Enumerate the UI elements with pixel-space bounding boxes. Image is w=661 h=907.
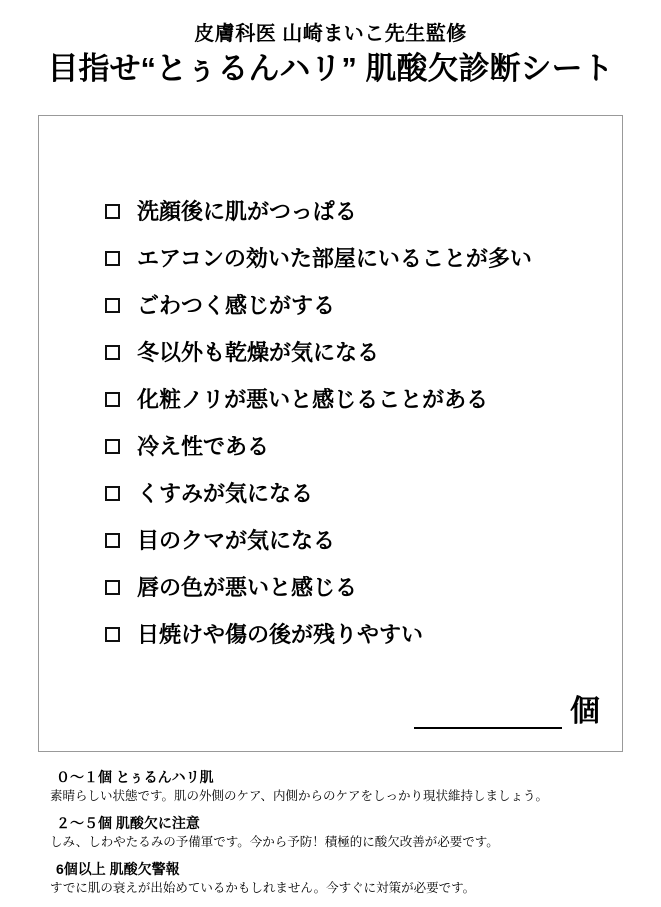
list-item-label: 冬以外も乾燥が気になる (137, 339, 380, 365)
checkbox-icon[interactable] (105, 533, 120, 548)
list-item[interactable] (105, 329, 622, 376)
sheet-header (0, 0, 661, 89)
list-item[interactable] (105, 517, 622, 564)
total-count-input[interactable] (414, 693, 562, 729)
total-count-unit: 個 (570, 695, 600, 728)
list-item[interactable] (105, 235, 622, 282)
list-item-label: 目のクマが気になる (137, 527, 336, 553)
list-item-label: 日焼けや傷の後が残りやすい (137, 621, 424, 647)
checkbox-icon[interactable] (105, 627, 120, 642)
result-heading: 6個以上 肌酸欠警報 (56, 861, 180, 878)
list-item[interactable] (105, 188, 622, 235)
list-item-label: くすみが気になる (137, 480, 314, 506)
list-item-label: エアコンの効いた部屋にいることが多い (137, 245, 532, 271)
result-heading: ２〜５個 肌酸欠に注意 (56, 815, 200, 832)
checkbox-icon[interactable] (105, 204, 120, 219)
list-item-label: 唇の色が悪いと感じる (137, 574, 358, 600)
result-heading: ０〜１個 とぅるんハリ肌 (56, 769, 214, 785)
checkbox-icon[interactable] (105, 298, 120, 313)
result-block (48, 768, 628, 805)
total-count-row (414, 693, 600, 729)
checklist-panel (38, 115, 623, 752)
result-body: 素晴らしい状態です。肌の外側のケア、内側からのケアをしっかり現状維持しましょう。 (50, 789, 549, 804)
list-item[interactable] (105, 282, 622, 329)
supervisor-credit: 皮膚科医 山崎まいこ先生監修 (194, 23, 467, 45)
checklist (39, 116, 622, 658)
list-item-label: 冷え性である (137, 433, 270, 459)
checkbox-icon[interactable] (105, 345, 120, 360)
list-item[interactable] (105, 470, 622, 517)
result-body: しみ、しわやたるみの予備軍です。今から予防！積極的に酸欠改善が必要です。 (50, 835, 499, 850)
checkbox-icon[interactable] (105, 439, 120, 454)
checkbox-icon[interactable] (105, 392, 120, 407)
result-body: すでに肌の衰えが出始めているかもしれません。今すぐに対策が必要です。 (50, 881, 476, 896)
page-title: 目指せ“とぅるんハリ” 肌酸欠診断シート (47, 51, 614, 86)
list-item-label: 洗顔後に肌がつっぱる (137, 198, 357, 224)
list-item-label: 化粧ノリが悪いと感じることがある (137, 386, 489, 412)
result-block (48, 860, 628, 897)
list-item[interactable] (105, 564, 622, 611)
checkbox-icon[interactable] (105, 486, 120, 501)
checkbox-icon[interactable] (105, 251, 120, 266)
result-block (48, 814, 628, 851)
list-item-label: ごわつく感じがする (137, 292, 336, 318)
checkbox-icon[interactable] (105, 580, 120, 595)
list-item[interactable] (105, 611, 622, 658)
list-item[interactable] (105, 376, 622, 423)
list-item[interactable] (105, 423, 622, 470)
results-legend (48, 768, 628, 906)
